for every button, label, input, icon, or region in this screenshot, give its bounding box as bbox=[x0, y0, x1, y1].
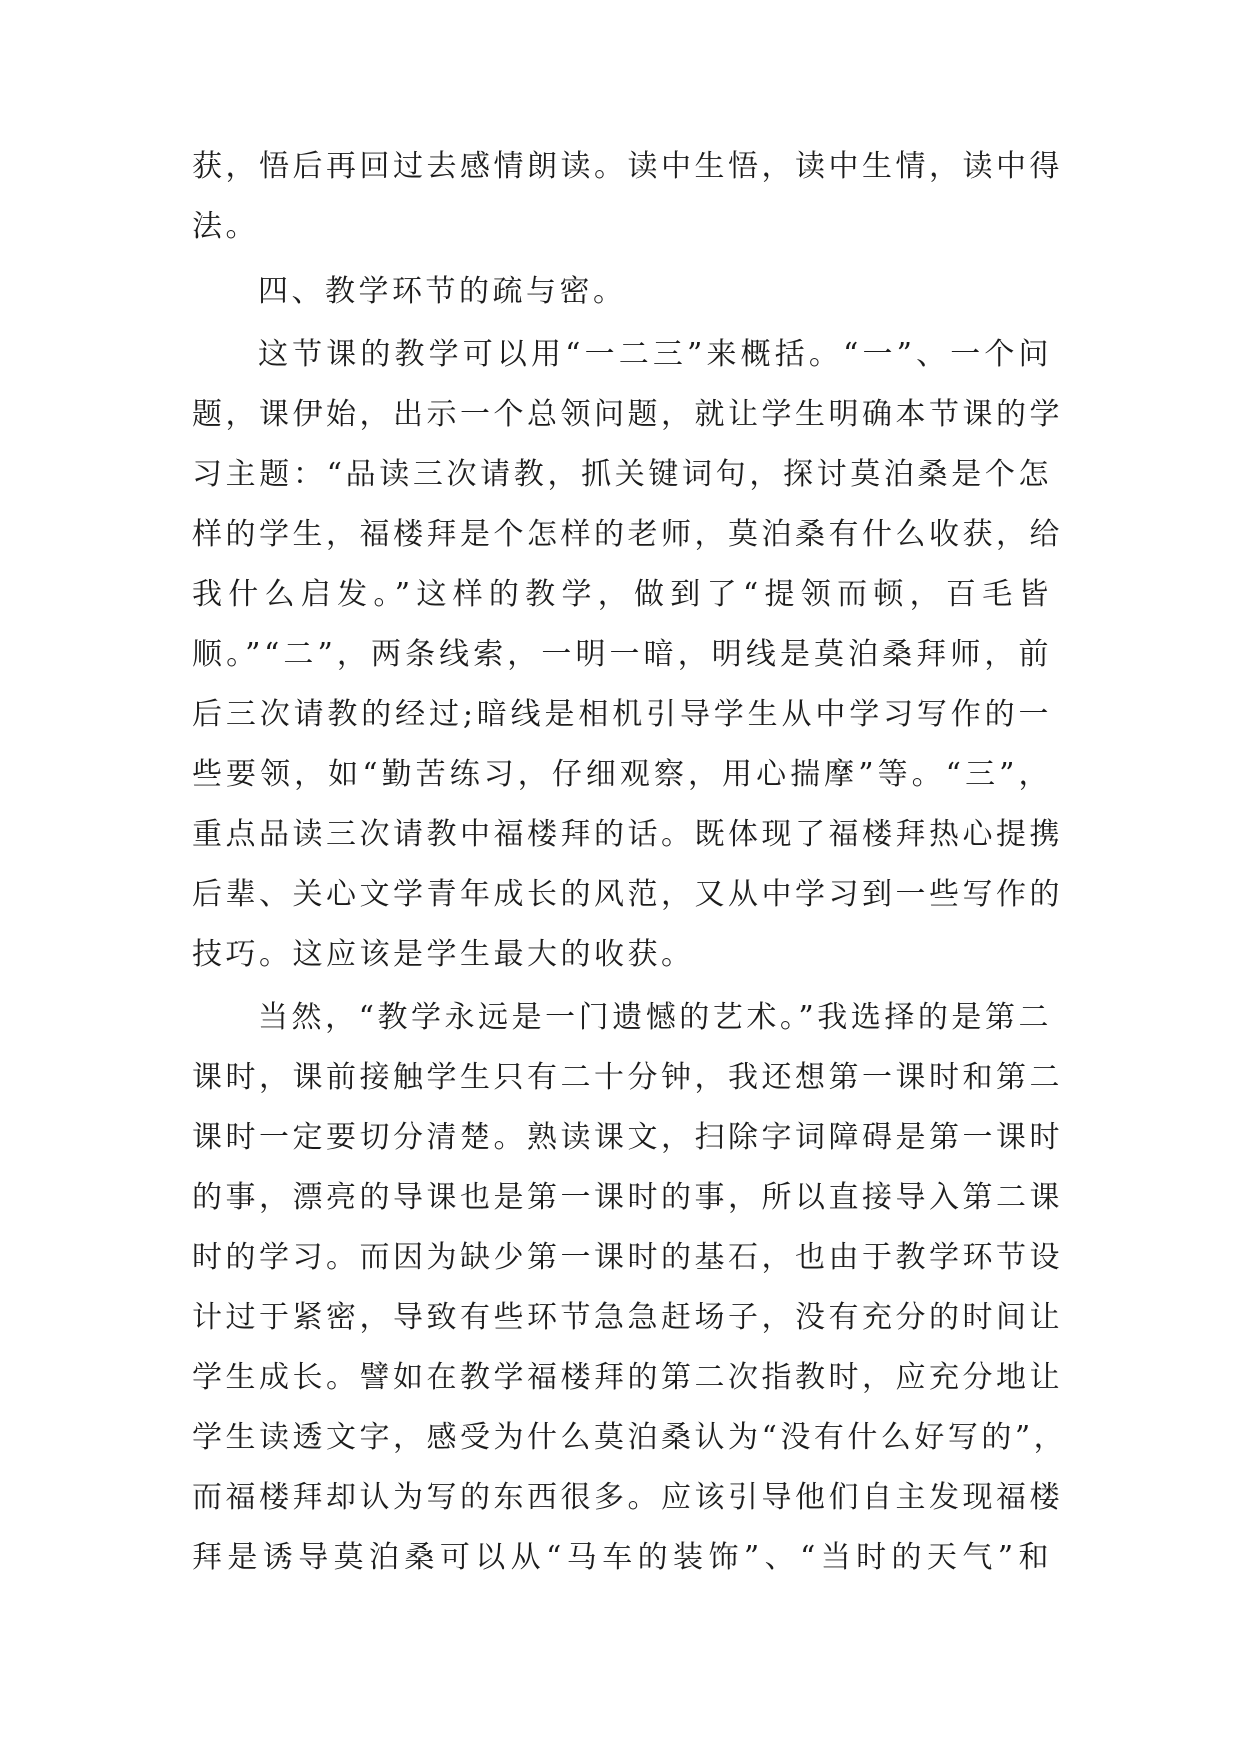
text-line: 获，悟后再回过去感情朗读。读中生悟，读中生情，读中得 bbox=[192, 149, 1063, 184]
text-line: 些要领，如“勤苦练习，仔细观察，用心揣摩”等。“三”， bbox=[192, 757, 1052, 792]
text-line: 顺。”“二”，两条线索，一明一暗，明线是莫泊桑拜师，前 bbox=[192, 637, 1052, 672]
text-line: 题，课伊始，出示一个总领问题，就让学生明确本节课的学 bbox=[192, 397, 1063, 432]
text-line: 这节课的教学可以用“一二三”来概括。“一”、一个问 bbox=[258, 337, 1052, 372]
text-line: 重点品读三次请教中福楼拜的话。既体现了福楼拜热心提携 bbox=[192, 817, 1063, 852]
text-line: 拜是诱导莫泊桑可以从“马车的装饰”、“当时的天气”和 bbox=[192, 1540, 1052, 1575]
text-line: 学生读透文字，感受为什么莫泊桑认为“没有什么好写的”， bbox=[192, 1420, 1068, 1455]
text-line: 时的学习。而因为缺少第一课时的基石，也由于教学环节设 bbox=[192, 1240, 1063, 1275]
text-line: 当然，“教学永远是一门遗憾的艺术。”我选择的是第二 bbox=[258, 1000, 1052, 1035]
text-line: 技巧。这应该是学生最大的收获。 bbox=[192, 937, 695, 972]
text-line: 样的学生，福楼拜是个怎样的老师，莫泊桑有什么收获，给 bbox=[192, 517, 1063, 552]
text-line: 而福楼拜却认为写的东西很多。应该引导他们自主发现福楼 bbox=[192, 1480, 1063, 1515]
text-line: 后辈、关心文学青年成长的风范，又从中学习到一些写作的 bbox=[192, 877, 1063, 912]
section-heading: 四、教学环节的疏与密。 bbox=[258, 274, 627, 309]
text-line: 我什么启发。”这样的教学，做到了“提领而顿，百毛皆 bbox=[192, 577, 1052, 612]
text-line: 法。 bbox=[192, 209, 259, 244]
text-line: 课时，课前接触学生只有二十分钟，我还想第一课时和第二 bbox=[192, 1060, 1063, 1095]
text-line: 后三次请教的经过;暗线是相机引导学生从中学习写作的一 bbox=[192, 697, 1052, 732]
text-line: 计过于紧密，导致有些环节急急赶场子，没有充分的时间让 bbox=[192, 1300, 1063, 1335]
text-line: 课时一定要切分清楚。熟读课文，扫除字词障碍是第一课时 bbox=[192, 1120, 1063, 1155]
text-line: 习主题：“品读三次请教，抓关键词句，探讨莫泊桑是个怎 bbox=[192, 457, 1052, 492]
text-line: 学生成长。譬如在教学福楼拜的第二次指教时，应充分地让 bbox=[192, 1360, 1063, 1395]
text-line: 的事，漂亮的导课也是第一课时的事，所以直接导入第二课 bbox=[192, 1180, 1063, 1215]
